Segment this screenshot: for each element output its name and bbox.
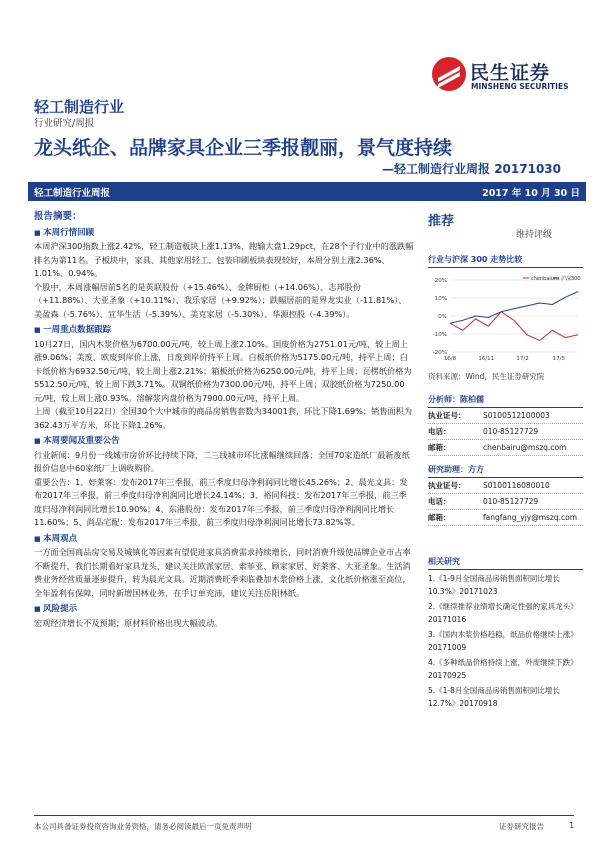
y-tick-label: 10% [434,296,447,302]
footer-label: 证券研究报告 [499,822,544,831]
page-title: 龙头纸企、品牌家具企业三季报靓丽，景气度持续 [34,137,453,159]
industry-label: 轻工制造行业 [34,98,125,116]
trend-chart [428,272,583,367]
summary-heading: 报告摘要： [34,211,82,222]
brand-logo [430,52,580,98]
rating-sub: 维持评级 [516,230,553,240]
info-label: 邮箱： [428,443,451,452]
paragraph: 上周（截至10月22日）全国30个大中城市的商品房销售套数为34001套，环比下降1.69%；销售面积为362.43万平方米，环比下降1.26%。 [34,406,413,430]
summary [34,210,414,630]
info-label: 电话： [428,427,451,436]
y-tick-label: 20% [434,278,447,284]
related-item[interactable]: 5.《1-8月全国商品房销售面积同比增长12.7%》20170918 [428,686,560,708]
analyst-name: 陈柏儒 [460,395,484,404]
section-title: ■ 一周重点数据跟踪 [34,324,414,338]
info-label: 电话： [428,497,451,506]
brand-name-en: MINSHENG SECURITIES [471,82,569,91]
paragraph: 行业新闻：9月份一线城市房价环比持续下降，二三线城市环比涨幅继续回落；全国70家造纸厂最新废纸报价信息中60家纸厂上调收购价。 [34,449,410,473]
series-line [450,292,578,324]
paragraph: 一方面全国商品房交易及城镇化等因素有望促进家具消费需求持续增长，同时消费升级使品牌企业市占率不断提升，我们长期看好家具龙头，建议关注欧派家居、索菲亚、顾家家居、好莱客、大亚圣象。生活消费业务经营质量逐步提升，转为晨光文具。近期消费旺季来临叠加木浆价格上涨，文化纸价格涨至高位，全年盈利有保障，同时新增国林业务，在手订单充沛，建议关注岳阳林纸。 [34,547,411,598]
analyst-info [428,408,583,456]
assistant-name: 方方 [468,465,484,474]
info-row [428,408,583,424]
related-list [428,572,583,710]
chart-title: 行业与沪深 300 走势比较 [428,254,583,268]
info-row [428,494,583,510]
info-value: S0100512100003 [483,411,550,420]
assistant-title: 研究助理： [428,465,468,474]
info-label: 执业证号： [428,481,466,490]
analyst-header [428,394,583,408]
paragraph: 个股中，本周涨幅居前5名的是英联股份（+15.46%）、金牌厨柜（+14.06%）、志邦股份（+11.88%）、大亚圣象（+10.11%）、我乐家居（+9.92%）；跌幅居前的是界龙实业（-11.81%）、美盈森（-5.76%）、宜华生活（-5.39%）、美克家居（-5.30%）、华源控股（-4.39%）。 [34,281,407,319]
paragraph: 本周沪深300指数上涨2.42%，轻工制造板块上涨1.13%，跑输大盘1.29pct，在28个子行业中的涨跌幅排名为第11名。子板块中，家具、其他家用轻工、包装印刷板块表现较好，本周分别上涨2.36%、1.01%、0.94%。 [34,241,414,278]
section-title: ■ 本周观点 [34,533,414,547]
x-tick-label: 17/5 [552,356,565,362]
paragraph: 宏观经济增长不及预期；原材料价格出现大幅波动。 [34,617,223,628]
related-item[interactable]: 2.《继续推荐业绩增长确定性强的家具龙头》20171016 [428,602,578,624]
footer-disclaimer: 本公司具备证券投资咨询业务资格，请务必阅读最后一页免责声明 [34,822,252,831]
info-label: 邮箱： [428,513,451,522]
info-value: chenbairu@mszq.com [483,443,567,452]
page-number: 1 [569,821,574,830]
assistant-info [428,478,583,526]
info-row [428,478,583,494]
legend-label: 沪深300 [561,276,581,282]
footer [34,815,574,832]
rating-label: 推荐 [428,214,455,229]
y-tick-label: -20% [432,350,447,356]
bar-date: 2017 年 10 月 30 日 [482,188,580,199]
info-row [428,424,583,440]
section-title: ■ 本周行情回顾 [34,227,414,241]
info-value: S0100116080010 [483,481,550,490]
y-tick-label: -10% [432,332,447,338]
related-item[interactable]: 1.《1-9月全国商品房销售面积同比增长10.3%》20171023 [428,574,560,596]
info-label: 执业证号： [428,411,466,420]
x-tick-label: 17/2 [516,356,529,362]
info-value: 010-85127729 [483,427,539,436]
related-header: 相关研究 [428,556,583,570]
info-value: 010-85127729 [483,497,539,506]
x-tick-label: 16/11 [478,356,495,362]
y-tick-label: 0% [438,314,447,320]
legend-label: chenbaiuru [531,276,560,282]
paragraph: 10月27日，国内木浆价格为6700.00元/吨，较上周上涨2.10%。国废价格为2751.01元/吨，较上周上涨9.06%；美废、欧废到岸价上涨，日废到岸价持平上周。白板纸价格为5175.00元/吨，持平上周；白卡纸价格为6932.50元/吨，较上周上涨2.21%；箱板纸价格为6250.00元/吨，持平上周；瓦楞纸价格为5512.50元/吨，较上周下跌3.71%。双铜纸价格为7300.00元/吨，持平上周；双胶纸价格为7250.00元/吨，较上周上涨0.93%。溶解浆内盘价格为7900.00元/吨，持平上周。 [34,338,412,403]
paragraph: 重要公告：1、好莱客：发布2017年三季报，前三季度归母净利润同比增长45.26%；2、晨光文具：发布2017年三季报，前三季度归母净利润同比增长24.14%；3、裕同科技：发布2017年三季报，前三季度归母净利润同比增长10.90%；4、东港股份：发布2017年三季报，前三季度归母净利润同比增长11.60%；5、尚品宅配：发布2017年三季报，前三季度归母净利润同比增长73.82%等。 [34,476,408,527]
analyst-title: 分析师： [428,395,460,404]
chart-source: 资料来源：Wind，民生证券研究院 [428,372,545,381]
x-tick-label: 16/8 [443,356,457,362]
info-row [428,440,583,456]
info-row [428,510,583,526]
sidebar [428,210,583,710]
section-title: ■ 风险提示 [34,603,414,617]
related-item[interactable]: 4.《多种纸品价格持续上涨，外废继续下跌》20170925 [428,658,578,680]
report-type: 行业研究/周报 [34,118,95,129]
assistant-header [428,464,583,478]
section-title: ■ 本周要闻及重要公告 [34,435,414,449]
page-subtitle: —轻工制造行业周报 20171030 [382,162,561,176]
info-value: fangfang_yjy@mszq.com [483,513,578,522]
logo-mark-icon [430,54,468,94]
bar-report-name: 轻工制造行业周报 [34,188,111,199]
header-bar [28,182,586,201]
brand-name-cn: 民生证券 [470,62,551,84]
related-item[interactable]: 3.《国内木浆价格趋稳，纸品价格继续上涨》20171009 [428,630,578,652]
rating-box [428,210,583,244]
